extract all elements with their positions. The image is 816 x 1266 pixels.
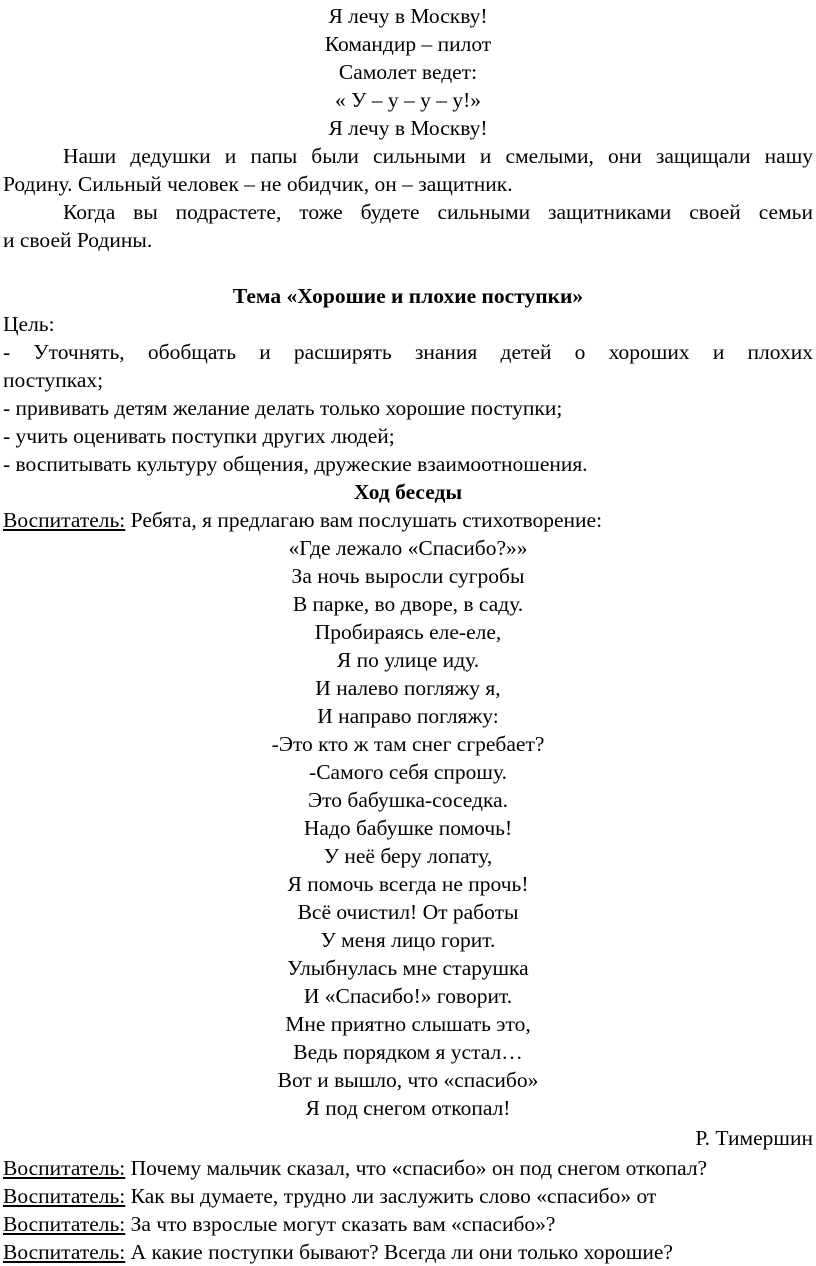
goal-item: - воспитывать культуру общения, дружеские взаимоотношения.	[3, 452, 588, 476]
speaker-label: Воспитатель:	[3, 508, 126, 532]
poem2-line: И налево погляжу я,	[315, 676, 501, 700]
speaker-text: За что взрослые могут сказать вам «спасибо»?	[125, 1212, 556, 1236]
question-line	[3, 1210, 813, 1238]
poem2-line: Мне приятно слышать это,	[285, 1012, 531, 1036]
poem2-line: Надо бабушке помочь!	[303, 816, 513, 840]
poem1-line: « У – у – у – у!»	[334, 88, 481, 112]
goal-label: Цель:	[3, 312, 55, 336]
question-line	[3, 1154, 813, 1182]
paragraph-line: и своей Родины.	[3, 228, 153, 252]
goal-item: - Уточнять, обобщать и расширять знания детей о хороших и плохих	[3, 340, 813, 364]
speaker-text: А какие поступки бывают? Всегда ли они только хорошие?	[125, 1240, 673, 1264]
poem1-line: Командир – пилот	[324, 32, 492, 56]
poem2-line: У меня лицо горит.	[320, 928, 496, 952]
goal-item: поступках;	[3, 368, 104, 392]
speaker-text: Почему мальчик сказал, что «спасибо» он под снегом откопал?	[125, 1156, 708, 1180]
speaker-label: Воспитатель:	[3, 1212, 126, 1236]
poem2-line: Это бабушка-соседка.	[307, 788, 509, 812]
poem1-line: Самолет ведет:	[338, 60, 478, 84]
conversation-title: Ход беседы	[353, 480, 463, 504]
poem1-line: Я лечу в Москву!	[328, 116, 488, 140]
poem2-line: И направо погляжу:	[317, 704, 499, 728]
goal-item: - прививать детям желание делать только хорошие поступки;	[3, 396, 563, 420]
paragraph-line: Родину. Сильный человек – не обидчик, он – защитник.	[3, 172, 513, 196]
speaker-text: Ребята, я предлагаю вам послушать стихотворение:	[125, 508, 603, 532]
poem2-line: -Это кто ж там снег сгребает?	[271, 732, 545, 756]
intro-line	[3, 506, 813, 534]
poem2-line: Я помочь всегда не прочь!	[287, 872, 529, 896]
speaker-text: Как вы думаете, трудно ли заслужить слово «спасибо» от	[125, 1184, 657, 1208]
speaker-label: Воспитатель:	[3, 1184, 126, 1208]
poem2-line: Всё очистил! От работы	[297, 900, 519, 924]
question-line	[3, 1182, 813, 1210]
topic-title: Тема «Хорошие и плохие поступки»	[232, 284, 584, 308]
poem-author: Р. Тимершин	[695, 1126, 813, 1150]
poem2-line: За ночь выросли сугробы	[291, 564, 525, 588]
paragraph-line: Когда вы подрастете, тоже будете сильными защитниками своей семьи	[63, 200, 813, 224]
poem2-line: Улыбнулась мне старушка	[287, 956, 529, 980]
poem2-line: У неё беру лопату,	[323, 844, 493, 868]
poem2-line: Пробираясь еле-еле,	[314, 620, 502, 644]
question-line	[3, 1238, 813, 1266]
poem2-line: И «Спасибо!» говорит.	[303, 984, 513, 1008]
poem2-title: «Где лежало «Спасибо?»»	[288, 536, 528, 560]
poem1-line: Я лечу в Москву!	[328, 4, 488, 28]
poem2-line: В парке, во дворе, в саду.	[292, 592, 524, 616]
poem2-line: Ведь порядком я устал…	[293, 1040, 523, 1064]
poem2-line: Вот и вышло, что «спасибо»	[277, 1068, 539, 1092]
poem2-line: -Самого себя спрошу.	[309, 760, 507, 784]
paragraph-line: Наши дедушки и папы были сильными и смелыми, они защищали нашу	[63, 144, 813, 168]
poem2-line: Я под снегом откопал!	[305, 1096, 511, 1120]
poem2-line: Я по улице иду.	[336, 648, 480, 672]
goal-item: - учить оценивать поступки других людей;	[3, 424, 395, 448]
speaker-label: Воспитатель:	[3, 1240, 126, 1264]
speaker-label: Воспитатель:	[3, 1156, 126, 1180]
